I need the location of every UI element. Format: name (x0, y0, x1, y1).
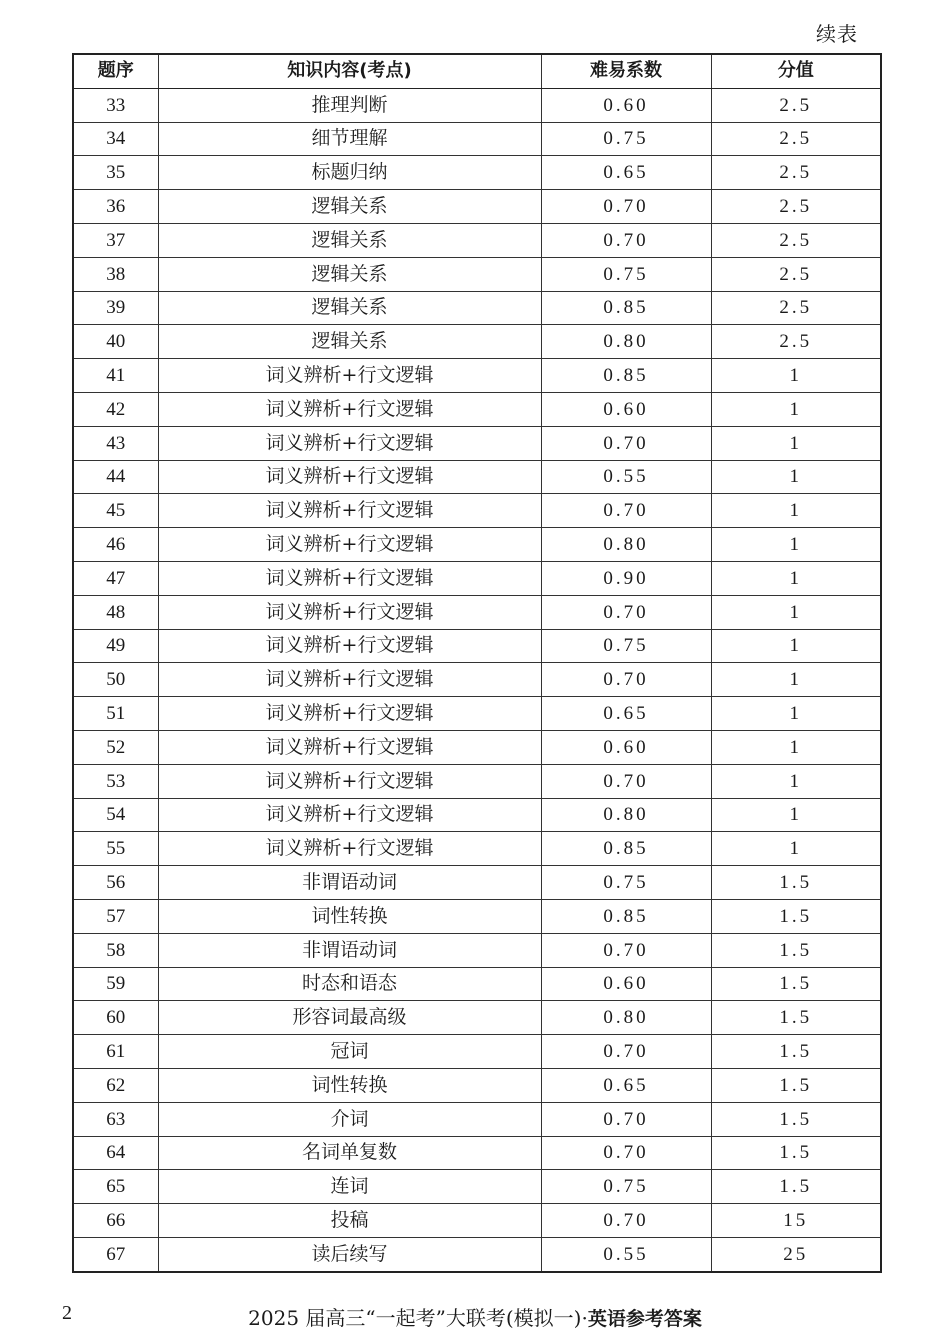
score-cell: 2.5 (711, 291, 881, 325)
score-cell: 1 (711, 832, 881, 866)
footer-subject: 英语参考答案 (587, 1308, 702, 1330)
question-number-cell: 50 (73, 663, 158, 697)
difficulty-cell: 0.70 (541, 1204, 711, 1238)
table-row (73, 426, 881, 460)
difficulty-cell: 0.90 (541, 561, 711, 595)
difficulty-cell: 0.80 (541, 325, 711, 359)
difficulty-cell: 0.60 (541, 967, 711, 1001)
score-cell: 1 (711, 697, 881, 731)
difficulty-cell: 0.85 (541, 832, 711, 866)
table-row (73, 730, 881, 764)
knowledge-content-cell: 介词 (158, 1102, 541, 1136)
difficulty-cell: 0.70 (541, 223, 711, 257)
question-number-cell: 38 (73, 257, 158, 291)
question-number-cell: 43 (73, 426, 158, 460)
score-analysis-table (72, 53, 882, 1273)
table-row (73, 392, 881, 426)
knowledge-content-cell: 名词单复数 (158, 1136, 541, 1170)
difficulty-cell: 0.75 (541, 122, 711, 156)
score-cell: 1.5 (711, 1001, 881, 1035)
question-number-cell: 63 (73, 1102, 158, 1136)
difficulty-cell: 0.70 (541, 1102, 711, 1136)
table-row (73, 933, 881, 967)
footer-title (0, 1302, 950, 1331)
score-cell: 1 (711, 426, 881, 460)
score-cell: 1 (711, 730, 881, 764)
continued-label: 续表 (816, 22, 858, 46)
knowledge-content-cell: 时态和语态 (158, 967, 541, 1001)
table-row (73, 663, 881, 697)
difficulty-cell: 0.65 (541, 697, 711, 731)
score-cell: 1 (711, 561, 881, 595)
table-row (73, 1001, 881, 1035)
difficulty-cell: 0.70 (541, 933, 711, 967)
table-row (73, 122, 881, 156)
difficulty-cell: 0.70 (541, 190, 711, 224)
question-number-cell: 58 (73, 933, 158, 967)
question-number-cell: 57 (73, 899, 158, 933)
table-row (73, 629, 881, 663)
score-cell: 1 (711, 494, 881, 528)
table-row (73, 325, 881, 359)
score-cell: 1 (711, 629, 881, 663)
table-row (73, 967, 881, 1001)
table-row (73, 1170, 881, 1204)
score-cell: 1 (711, 460, 881, 494)
difficulty-cell: 0.85 (541, 899, 711, 933)
knowledge-content-cell: 词义辨析+行文逻辑 (158, 460, 541, 494)
knowledge-content-cell: 逻辑关系 (158, 190, 541, 224)
question-number-cell: 54 (73, 798, 158, 832)
table-row (73, 190, 881, 224)
header-question-number: 题序 (73, 54, 158, 88)
question-number-cell: 55 (73, 832, 158, 866)
score-cell: 2.5 (711, 257, 881, 291)
difficulty-cell: 0.80 (541, 1001, 711, 1035)
question-number-cell: 47 (73, 561, 158, 595)
page-number: 2 (62, 1302, 72, 1324)
knowledge-content-cell: 投稿 (158, 1204, 541, 1238)
question-number-cell: 64 (73, 1136, 158, 1170)
question-number-cell: 48 (73, 595, 158, 629)
difficulty-cell: 0.75 (541, 1170, 711, 1204)
knowledge-content-cell: 词义辨析+行文逻辑 (158, 764, 541, 798)
knowledge-content-cell: 标题归纳 (158, 156, 541, 190)
knowledge-content-cell: 逻辑关系 (158, 257, 541, 291)
question-number-cell: 37 (73, 223, 158, 257)
table-row (73, 257, 881, 291)
knowledge-content-cell: 词义辨析+行文逻辑 (158, 629, 541, 663)
difficulty-cell: 0.55 (541, 1237, 711, 1271)
question-number-cell: 49 (73, 629, 158, 663)
difficulty-cell: 0.75 (541, 629, 711, 663)
difficulty-cell: 0.70 (541, 595, 711, 629)
knowledge-content-cell: 非谓语动词 (158, 933, 541, 967)
knowledge-content-cell: 词义辨析+行文逻辑 (158, 561, 541, 595)
question-number-cell: 33 (73, 88, 158, 122)
difficulty-cell: 0.75 (541, 866, 711, 900)
table-row (73, 460, 881, 494)
knowledge-content-cell: 词义辨析+行文逻辑 (158, 528, 541, 562)
knowledge-content-cell: 冠词 (158, 1035, 541, 1069)
header-difficulty: 难易系数 (541, 54, 711, 88)
knowledge-content-cell: 细节理解 (158, 122, 541, 156)
table-row (73, 1035, 881, 1069)
table-row (73, 494, 881, 528)
question-number-cell: 39 (73, 291, 158, 325)
difficulty-cell: 0.60 (541, 88, 711, 122)
difficulty-cell: 0.65 (541, 156, 711, 190)
table-row (73, 528, 881, 562)
question-number-cell: 34 (73, 122, 158, 156)
score-cell: 2.5 (711, 223, 881, 257)
score-cell: 1.5 (711, 899, 881, 933)
question-number-cell: 66 (73, 1204, 158, 1238)
knowledge-content-cell: 非谓语动词 (158, 866, 541, 900)
knowledge-content-cell: 推理判断 (158, 88, 541, 122)
question-number-cell: 62 (73, 1068, 158, 1102)
question-number-cell: 56 (73, 866, 158, 900)
knowledge-content-cell: 形容词最高级 (158, 1001, 541, 1035)
score-cell: 1.5 (711, 1102, 881, 1136)
table-row (73, 1136, 881, 1170)
table-row (73, 832, 881, 866)
score-cell: 1.5 (711, 1170, 881, 1204)
knowledge-content-cell: 词义辨析+行文逻辑 (158, 359, 541, 393)
difficulty-cell: 0.85 (541, 359, 711, 393)
question-number-cell: 51 (73, 697, 158, 731)
difficulty-cell: 0.80 (541, 528, 711, 562)
score-cell: 1.5 (711, 967, 881, 1001)
difficulty-cell: 0.70 (541, 494, 711, 528)
knowledge-content-cell: 逻辑关系 (158, 223, 541, 257)
score-cell: 1 (711, 764, 881, 798)
score-cell: 15 (711, 1204, 881, 1238)
score-cell: 1 (711, 798, 881, 832)
score-cell: 25 (711, 1237, 881, 1271)
knowledge-content-cell: 词义辨析+行文逻辑 (158, 663, 541, 697)
score-cell: 1 (711, 663, 881, 697)
score-cell: 2.5 (711, 190, 881, 224)
page-footer (0, 1302, 950, 1330)
table-row (73, 1068, 881, 1102)
knowledge-content-cell: 词义辨析+行文逻辑 (158, 832, 541, 866)
header-score: 分值 (711, 54, 881, 88)
question-number-cell: 40 (73, 325, 158, 359)
question-number-cell: 59 (73, 967, 158, 1001)
knowledge-content-cell: 连词 (158, 1170, 541, 1204)
table-row (73, 223, 881, 257)
knowledge-content-cell: 词义辨析+行文逻辑 (158, 494, 541, 528)
header-knowledge-content: 知识内容(考点) (158, 54, 541, 88)
difficulty-cell: 0.70 (541, 1035, 711, 1069)
question-number-cell: 46 (73, 528, 158, 562)
score-cell: 1 (711, 359, 881, 393)
table-row (73, 1237, 881, 1271)
knowledge-content-cell: 逻辑关系 (158, 325, 541, 359)
score-cell: 1.5 (711, 1068, 881, 1102)
knowledge-content-cell: 词义辨析+行文逻辑 (158, 730, 541, 764)
question-number-cell: 52 (73, 730, 158, 764)
question-number-cell: 67 (73, 1237, 158, 1271)
table-row (73, 798, 881, 832)
knowledge-content-cell: 读后续写 (158, 1237, 541, 1271)
knowledge-content-cell: 词性转换 (158, 1068, 541, 1102)
question-number-cell: 44 (73, 460, 158, 494)
knowledge-content-cell: 词义辨析+行文逻辑 (158, 798, 541, 832)
header-row (73, 54, 881, 88)
difficulty-cell: 0.85 (541, 291, 711, 325)
question-number-cell: 53 (73, 764, 158, 798)
difficulty-cell: 0.75 (541, 257, 711, 291)
score-cell: 2.5 (711, 156, 881, 190)
table-row (73, 697, 881, 731)
question-number-cell: 36 (73, 190, 158, 224)
footer-exam-name: 2025 届高三“一起考”大联考(模拟一)· (248, 1306, 588, 1330)
difficulty-cell: 0.65 (541, 1068, 711, 1102)
difficulty-cell: 0.60 (541, 392, 711, 426)
table-row (73, 1102, 881, 1136)
question-number-cell: 65 (73, 1170, 158, 1204)
question-number-cell: 61 (73, 1035, 158, 1069)
table-row (73, 359, 881, 393)
knowledge-content-cell: 逻辑关系 (158, 291, 541, 325)
question-number-cell: 41 (73, 359, 158, 393)
knowledge-content-cell: 词义辨析+行文逻辑 (158, 426, 541, 460)
score-cell: 1.5 (711, 1136, 881, 1170)
table-row (73, 1204, 881, 1238)
score-cell: 1.5 (711, 933, 881, 967)
difficulty-cell: 0.70 (541, 663, 711, 697)
score-cell: 2.5 (711, 88, 881, 122)
table-row (73, 866, 881, 900)
score-cell: 1 (711, 392, 881, 426)
question-number-cell: 35 (73, 156, 158, 190)
score-cell: 2.5 (711, 325, 881, 359)
score-cell: 1 (711, 528, 881, 562)
score-cell: 1 (711, 595, 881, 629)
question-number-cell: 42 (73, 392, 158, 426)
question-number-cell: 60 (73, 1001, 158, 1035)
table-row (73, 156, 881, 190)
knowledge-content-cell: 词义辨析+行文逻辑 (158, 697, 541, 731)
score-cell: 1.5 (711, 1035, 881, 1069)
difficulty-cell: 0.80 (541, 798, 711, 832)
difficulty-cell: 0.70 (541, 764, 711, 798)
difficulty-cell: 0.70 (541, 426, 711, 460)
question-number-cell: 45 (73, 494, 158, 528)
knowledge-content-cell: 词义辨析+行文逻辑 (158, 392, 541, 426)
table-body (73, 88, 881, 1271)
score-cell: 2.5 (711, 122, 881, 156)
knowledge-content-cell: 词义辨析+行文逻辑 (158, 595, 541, 629)
difficulty-cell: 0.60 (541, 730, 711, 764)
table-row (73, 561, 881, 595)
knowledge-content-cell: 词性转换 (158, 899, 541, 933)
difficulty-cell: 0.55 (541, 460, 711, 494)
difficulty-cell: 0.70 (541, 1136, 711, 1170)
table-row (73, 88, 881, 122)
score-cell: 1.5 (711, 866, 881, 900)
table-row (73, 899, 881, 933)
table-row (73, 764, 881, 798)
table-row (73, 595, 881, 629)
table-row (73, 291, 881, 325)
table-header (73, 54, 881, 88)
